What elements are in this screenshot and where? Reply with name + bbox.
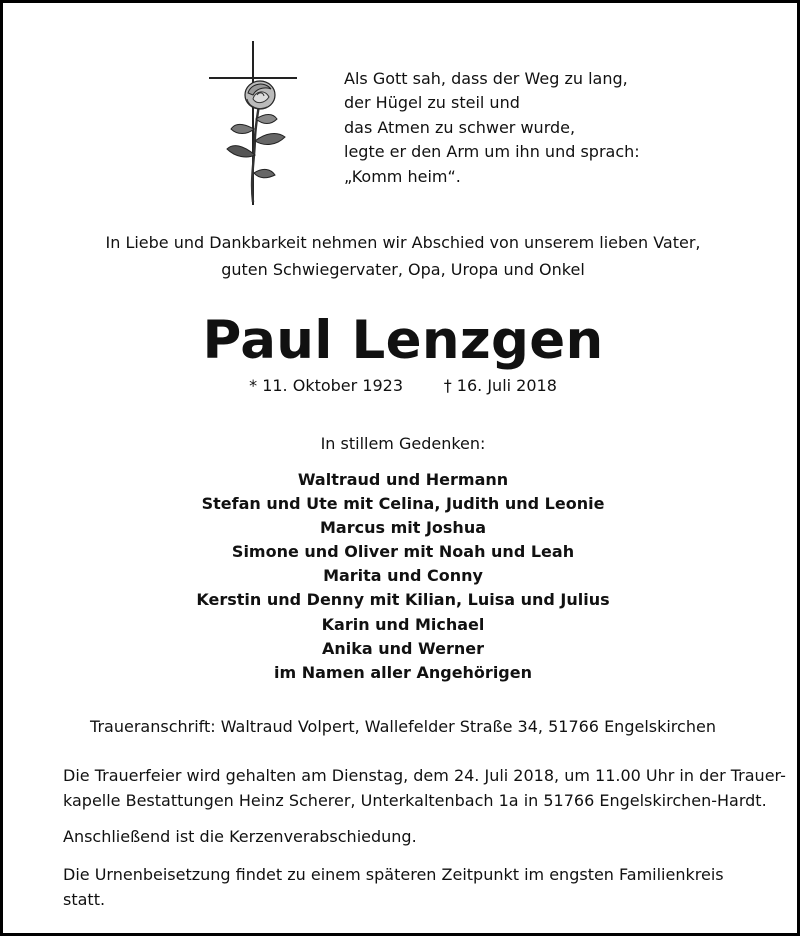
life-dates: * 11. Oktober 1923 † 16. Juli 2018 [249,376,557,395]
memory-label: In stillem Gedenken: [320,434,486,453]
mourner-line: Simone und Oliver mit Noah und Leah [231,542,575,562]
burial-notice: Die Urnenbeisetzung findet zu einem späteren Zeitpunkt im engsten Familienkreis statt. [63,865,724,909]
mourner-line: Karin und Michael [321,614,485,634]
poem-line: legte er den Arm um ihn und sprach: [344,142,640,162]
candle-notice: Anschließend ist die Kerzenverabschiedung. [63,827,417,846]
ceremony-line: Die Trauerfeier wird gehalten am Dienstag, dem 24. Juli 2018, um 11.00 Uhr in der Trauer- [63,766,786,785]
intro-text [3,229,800,283]
deceased-name: Paul Lenzgen [202,310,604,371]
intro-line: In Liebe und Dankbarkeit nehmen wir Abschied von unserem lieben Vater, [105,233,701,252]
mourner-line: Kerstin und Denny mit Kilian, Luisa und Julius [196,590,610,610]
ceremony-line: kapelle Bestattungen Heinz Scherer, Unterkaltenbach 1a in 51766 Engelskirchen-Hardt. [63,791,767,810]
poem-line: das Atmen zu schwer wurde, [344,117,576,137]
cross-with-rose-icon [203,37,303,209]
mourning-address: Traueranschrift: Waltraud Volpert, Wallefelder Straße 34, 51766 Engelskirchen [90,717,716,736]
ceremony-notice [63,763,786,813]
mourner-line: Anika und Werner [321,638,485,658]
poem-line: Als Gott sah, dass der Weg zu lang, [344,69,628,88]
mourners-list [3,468,800,685]
mourner-line: Waltraud und Hermann [297,470,509,489]
mourner-line: Marita und Conny [323,566,483,586]
mourner-line: im Namen aller Angehörigen [273,662,532,682]
poem-line: der Hügel zu steil und [344,93,520,113]
poem [344,67,640,189]
mourner-line: Stefan und Ute mit Celina, Judith und Leonie [201,494,605,514]
mourner-line: Marcus mit Joshua [320,518,486,538]
intro-line: guten Schwiegervater, Opa, Uropa und Onkel [221,260,585,279]
poem-line: „Komm heim“. [344,166,461,186]
